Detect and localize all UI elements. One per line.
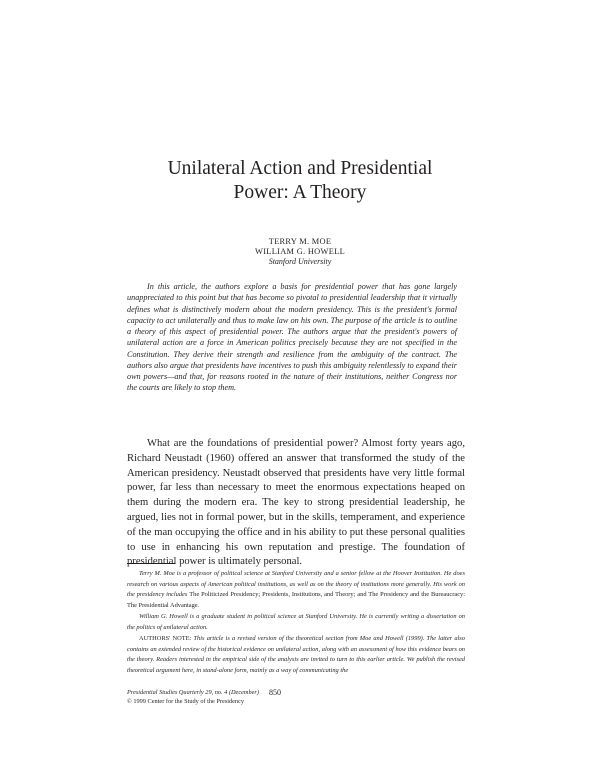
body-paragraph: What are the foundations of presidential power? Almost forty years ago, Richard Neustadt (1960) offered an answer that transformed the study of the American presidency. Neustadt observed that presidents have very little formal power, far less than necessary to meet the enormous expectations heaped on them during the modern era. The key to strong presidential leadership, he argued, lies not in formal power, but in the skills, temperament, and experience of the man occupying the office and in his ability to put these personal qualities to use in enhancing his own reputation and prestige. The foundation of presidential power is ultimately personal. [127, 438, 465, 568]
author-name-moe: TERRY M. MOE [268, 237, 332, 246]
abstract: In this article, the authors explore a basis for presidential power that has gone largely unappreciated to this point but that has become so pivotal to presidential leadership that it virtually defines what is distinctively modern about the modern presidency. This is the president's formal capacity to act unilaterally and thus to make law on his own. The purpose of the article is to outline a theory of this aspect of presidential power. The authors argue that the president's powers of unilateral action are a force in American politics precisely because they are not specified in the Constitution. They derive their strength and resilience from the ambiguity of the contract. The authors also argue that presidents have incentives to push this ambiguity relentlessly to expand their own powers—and that, for reasons rooted in the nature of their institutions, neither Congress nor the courts are likely to stop them. [127, 282, 457, 393]
copyright-line: © 1999 Center for the Study of the Presidency [127, 698, 245, 705]
authors-note-text: This article is a revised version of the theoretical section from Moe and Howell (1999). The latter also contains an extended review of the historical evidence on unilateral action, along with an assessment of how this evidence bears on the theory. Readers interested in the empirical side of the analysis are invited to turn to this earlier article. We publish the revised theoretical argument here, in stand-alone form, mainly as a way of communicating the [127, 635, 465, 675]
article-title [60, 157, 540, 205]
journal-citation: Presidential Studies Quarterly 29, no. 4 (December) [127, 689, 259, 696]
page-number: 850 [269, 688, 281, 697]
author-affiliation: Stanford University [268, 257, 332, 266]
title-line-2: Power: A Theory [233, 182, 367, 203]
footnote-authors-note [127, 634, 465, 677]
footnote-howell: William G. Howell is a graduate student in political science at Stanford University. He is currently writing a dissertation on the politics of unilateral action. [127, 613, 465, 631]
footnote-moe-books: The Politicized Presidency; Presidents, Institutions, and Theory; and The Presidency and the Bureaucracy: The Presidential Advantage. [127, 591, 466, 610]
footnote-rule [127, 563, 175, 564]
footnote-moe-intro: Terry M. Moe is a professor of political science at Stanford University and a senior fellow at the Hoover Institution. He does research on various aspects of American political institutions, as well as on the theory of institutions more generally. His work on the presidency includes [127, 570, 465, 599]
author-name-howell: WILLIAM G. HOWELL [255, 247, 345, 256]
title-line-1: Unilateral Action and Presidential [167, 158, 433, 179]
footnote-moe [127, 569, 465, 612]
authors-note-label: AUTHORS' NOTE: [139, 635, 192, 642]
running-footer [127, 688, 259, 706]
